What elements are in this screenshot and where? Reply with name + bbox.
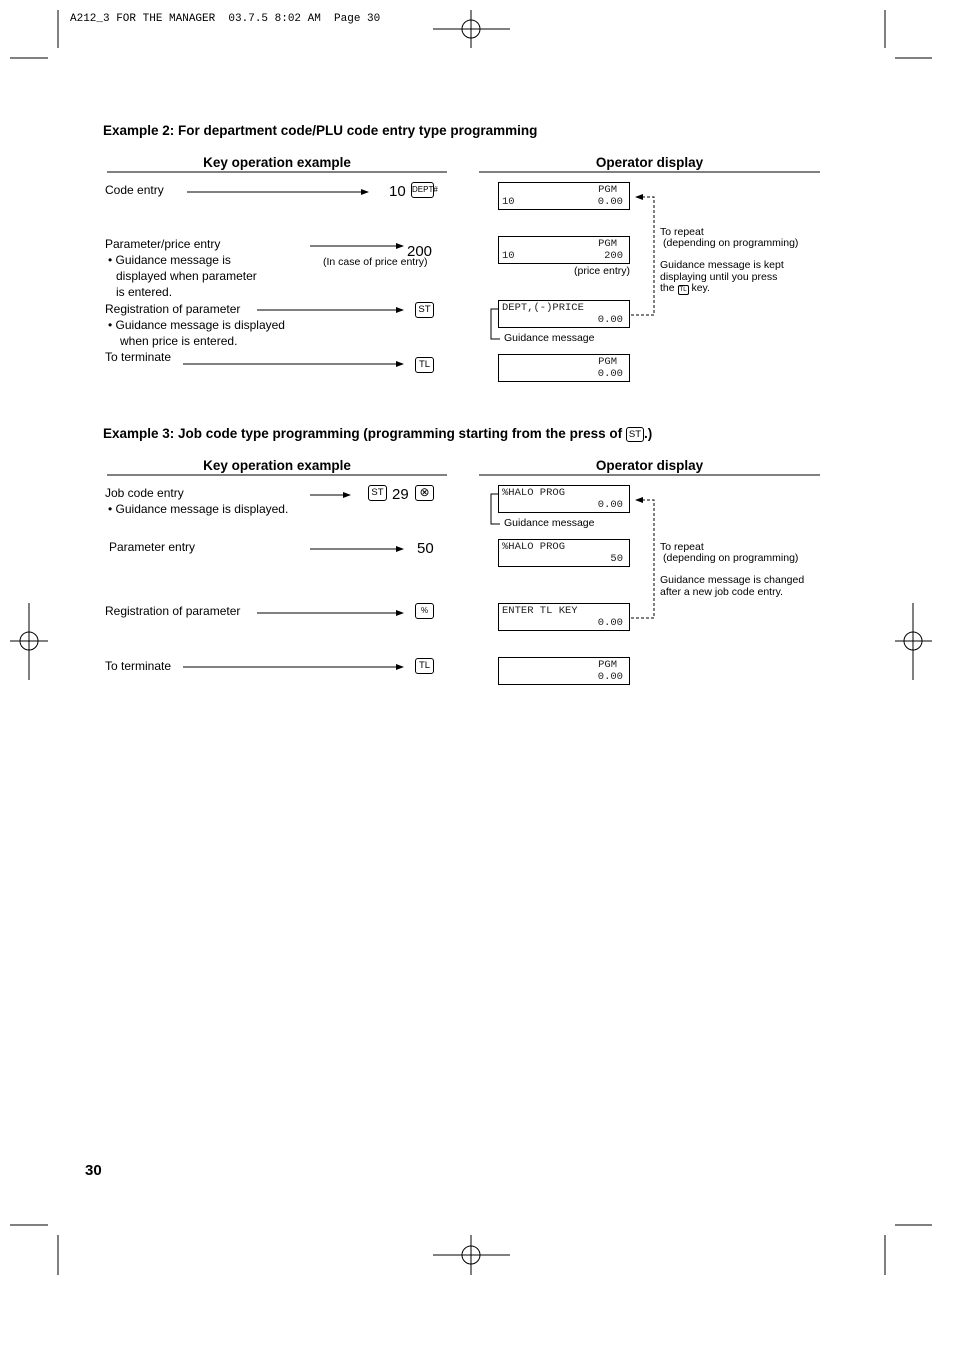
example2-display-column-heading: Operator display (595, 155, 704, 170)
example2-title: Example 2: For department code/PLU code entry type programming (103, 123, 538, 138)
job-code-note: • Guidance message is displayed. (108, 502, 289, 516)
operator-display-2: PGM 10 200 (498, 236, 630, 264)
repeat-note-line1: To repeat (660, 541, 704, 553)
param-note-line2: displayed when parameter (116, 269, 257, 283)
st-key: ST (368, 485, 387, 501)
example3-key-column-heading: Key operation example (203, 458, 351, 473)
st-key: ST (415, 302, 434, 318)
param-note-line1: • Guidance message is (108, 253, 231, 267)
price-entry-note: (price entry) (574, 265, 631, 277)
job-code-number: 29 (392, 486, 409, 503)
terminate-label: To terminate (105, 350, 172, 364)
operator-display-7: ENTER TL KEY 0.00 (498, 603, 630, 631)
operator-display-3: DEPT,(-)PRICE 0.00 (498, 300, 630, 328)
guidance-message-label: Guidance message (504, 517, 595, 529)
operator-display-8: PGM 0.00 (498, 657, 630, 685)
multiply-key: ⊗ (415, 485, 434, 501)
changed-note-line2: after a new job code entry. (660, 586, 783, 598)
tl-key: TL (415, 658, 434, 674)
registration-note-line2: when price is entered. (120, 334, 238, 348)
repeat-note-line2: (depending on programming) (663, 237, 799, 249)
parameter-entry-label: Parameter entry (109, 540, 196, 554)
tl-key: TL (415, 357, 434, 373)
st-key-inline: ST (626, 427, 644, 442)
param-note-line3: is entered. (116, 285, 173, 299)
page-number: 30 (85, 1162, 102, 1179)
operator-display-6: %HALO PROG 50 (498, 539, 630, 567)
tl-key-small: TL (679, 287, 687, 293)
job-code-entry-label: Job code entry (105, 486, 184, 500)
kept-note-line3: the TL key. (660, 282, 710, 294)
terminate-label: To terminate (105, 659, 172, 673)
percent-key: % (415, 603, 434, 619)
price-number: 200 (407, 243, 433, 260)
operator-display-5: %HALO PROG 0.00 (498, 485, 630, 513)
operator-display-1: PGM 10 0.00 (498, 182, 630, 210)
operator-display-4: PGM 0.00 (498, 354, 630, 382)
repeat-note-line2: (depending on programming) (663, 552, 799, 564)
param-price-entry-label: Parameter/price entry (105, 237, 221, 251)
repeat-note-line1: To repeat (660, 226, 704, 238)
changed-note-line1: Guidance message is changed (660, 574, 805, 586)
registration-param-label: Registration of parameter (105, 302, 241, 316)
registration-param-label: Registration of parameter (105, 604, 241, 618)
example2-key-column-heading: Key operation example (203, 155, 351, 170)
example3-title: Example 3: Job code type programming (programming starting from the press of ST .) (103, 426, 653, 441)
registration-note-line1: • Guidance message is displayed (108, 318, 285, 332)
price-case-note: (In case of price entry) (323, 256, 428, 268)
code-entry-number: 10 (389, 183, 406, 200)
parameter-number: 50 (417, 540, 434, 557)
kept-note-line2: displaying until you press (660, 271, 778, 283)
kept-note-line1: Guidance message is kept (660, 259, 784, 271)
guidance-message-label: Guidance message (504, 332, 595, 344)
file-header: A212_3 FOR THE MANAGER 03.7.5 8:02 AM Page 30 (70, 13, 381, 25)
code-entry-label: Code entry (105, 183, 164, 197)
dept-key: DEPT# (411, 182, 434, 198)
example3-display-column-heading: Operator display (595, 458, 704, 473)
